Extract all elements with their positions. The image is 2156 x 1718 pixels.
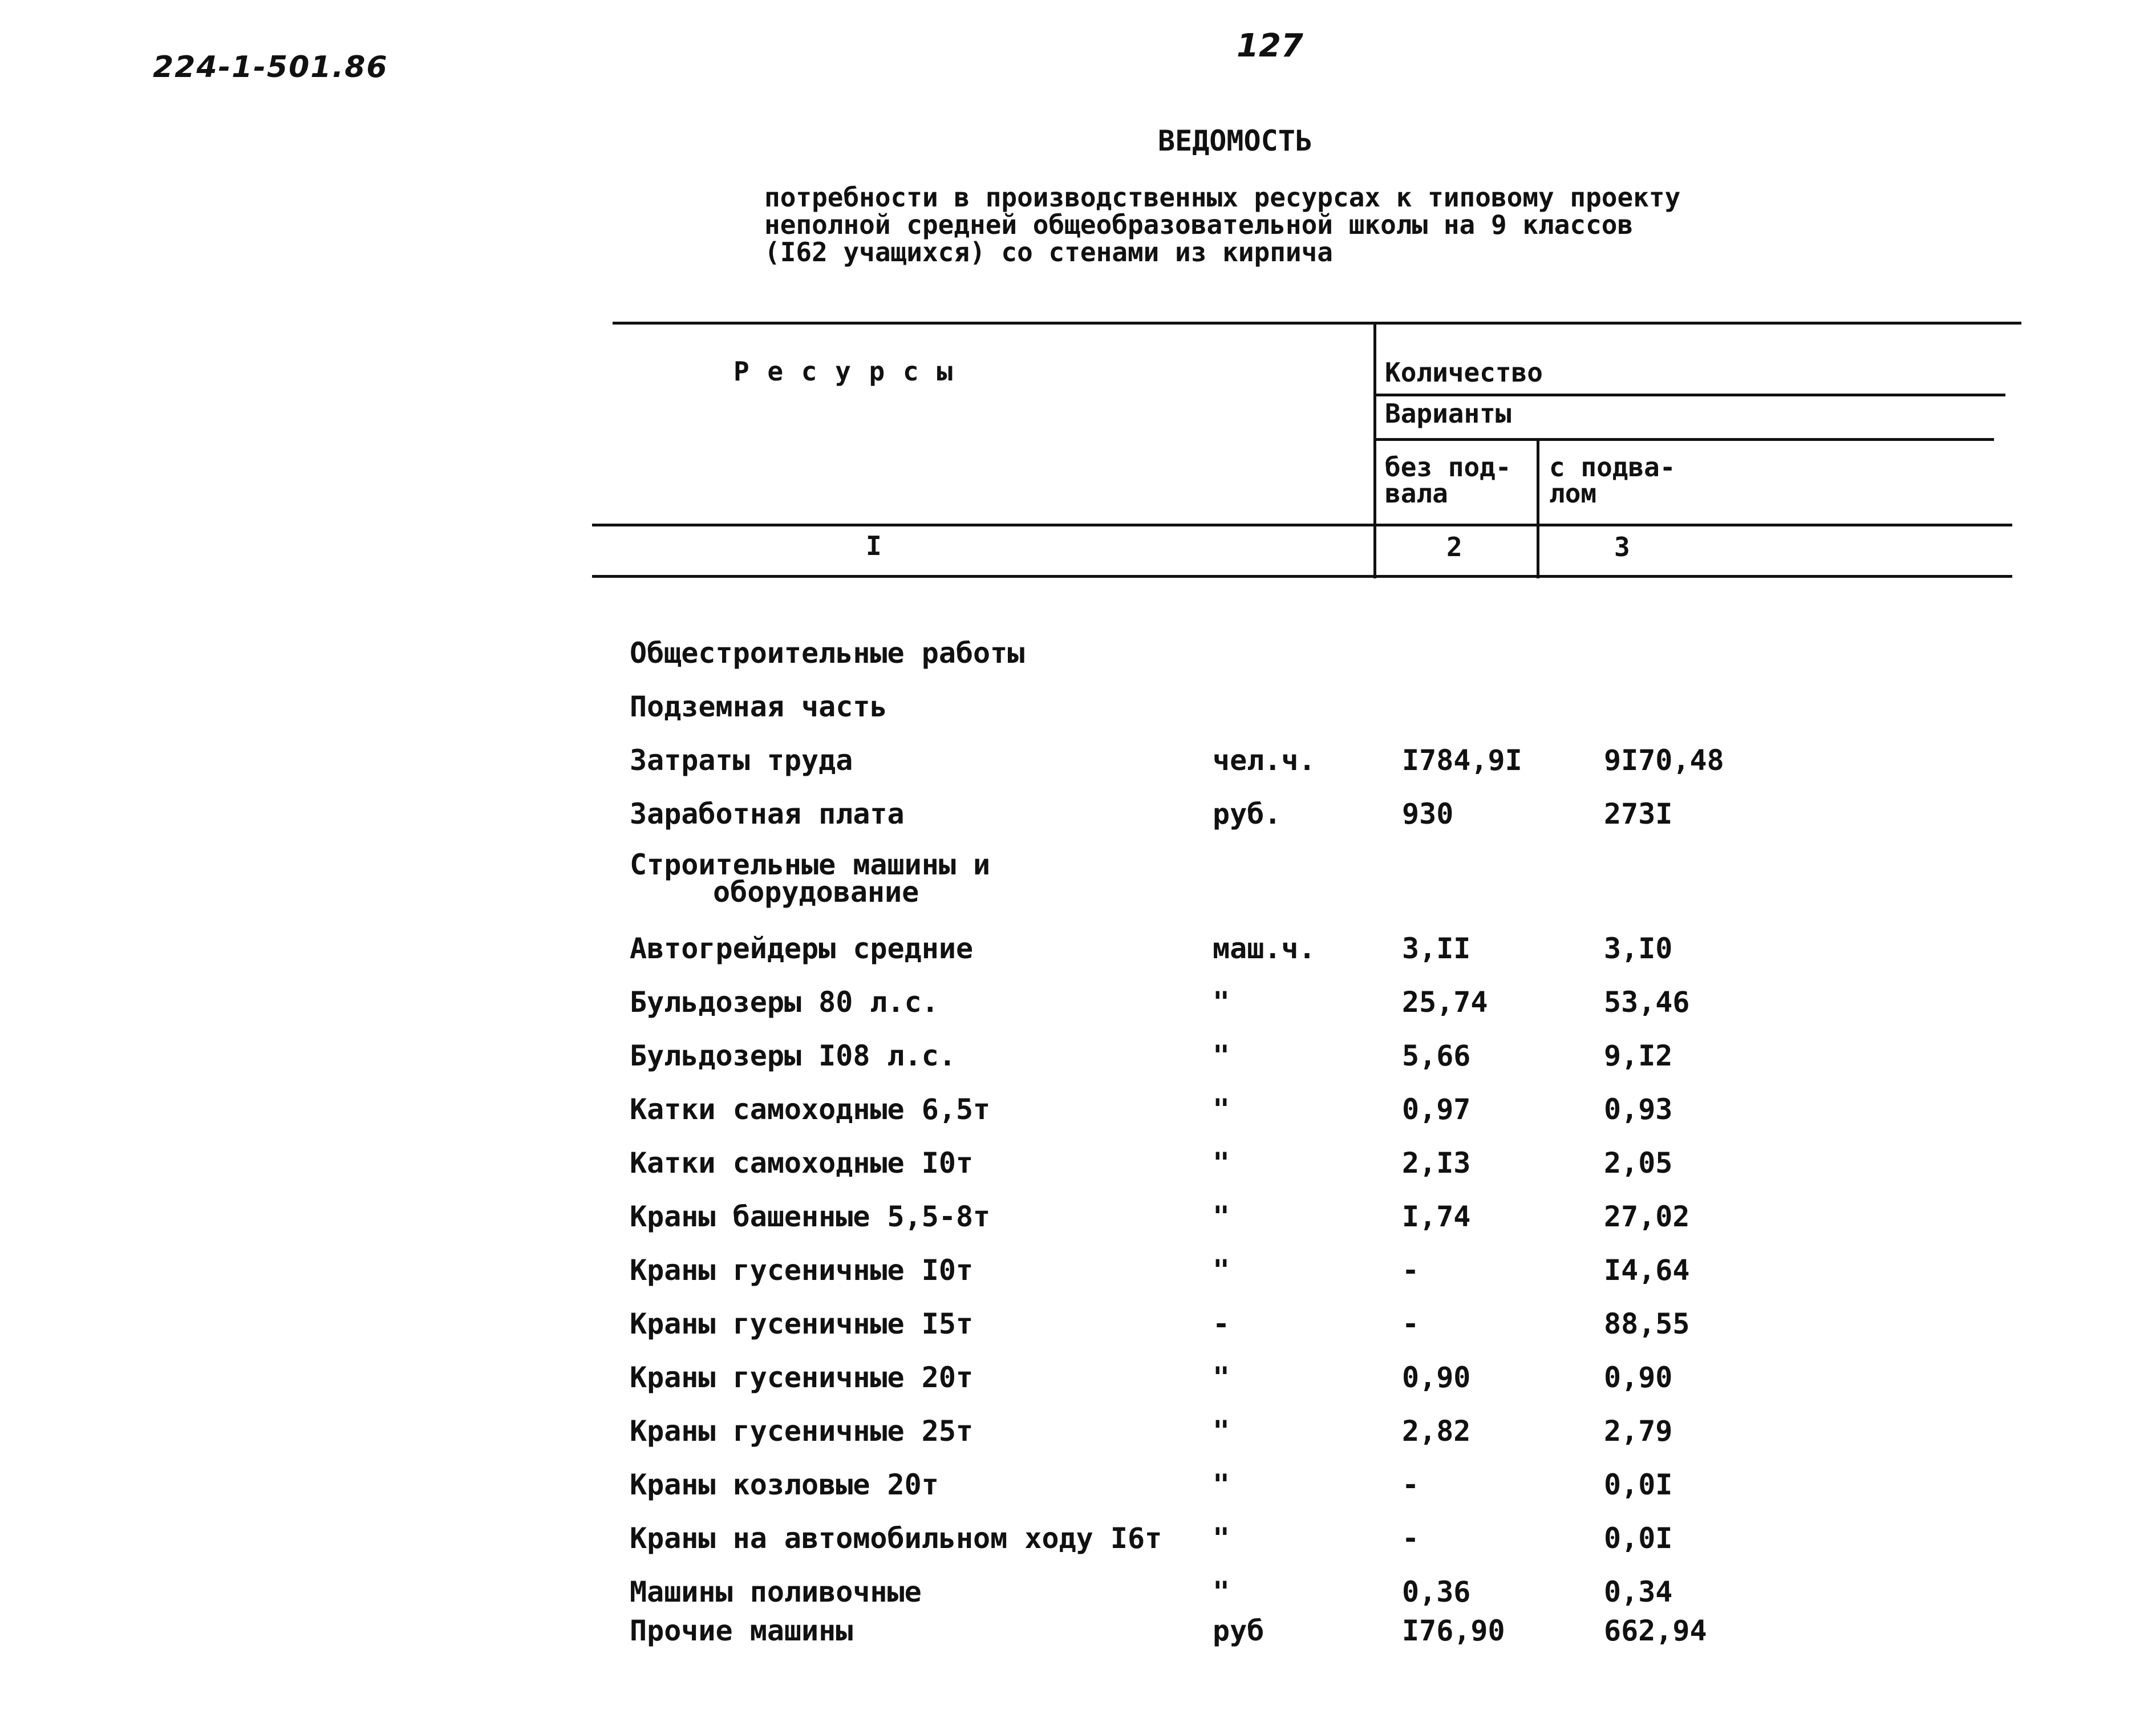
value-no-basement: 25,74 xyxy=(1402,986,1488,1019)
resource-name: Машины поливочные xyxy=(630,1575,922,1608)
table-row xyxy=(0,1093,2156,1133)
value-no-basement: 930 xyxy=(1402,797,1454,830)
resource-name: Краны гусеничные 20т xyxy=(630,1361,974,1394)
resource-name: Бульдозеры I08 л.с. xyxy=(630,1039,956,1072)
value-no-basement: I,74 xyxy=(1402,1200,1471,1233)
resource-name: Заработная плата xyxy=(630,797,905,830)
no-basement-header-line: вала xyxy=(1385,478,1448,509)
resource-name: Подземная часть xyxy=(630,690,887,723)
resource-unit: " xyxy=(1213,1468,1230,1501)
quantity-header: Количество xyxy=(1385,357,1543,388)
resource-unit: чел.ч. xyxy=(1213,744,1316,777)
resource-name: Бульдозеры 80 л.с. xyxy=(630,986,939,1019)
resource-name: Краны козловые 20т xyxy=(630,1468,939,1501)
value-no-basement: - xyxy=(1402,1307,1420,1340)
resource-name: Общестроительные работы xyxy=(630,637,1025,670)
quantity-rule xyxy=(1375,394,2005,396)
with-basement-header xyxy=(1549,454,1676,507)
document-code: 224-1-501.86 xyxy=(153,50,388,84)
resource-name: Краны гусеничные I5т xyxy=(630,1307,974,1340)
value-with-basement: 0,34 xyxy=(1604,1575,1673,1608)
table-row xyxy=(0,690,2156,730)
resource-name: Краны гусеничные 25т xyxy=(630,1415,974,1448)
resource-unit: " xyxy=(1213,1200,1230,1233)
value-no-basement: 3,II xyxy=(1402,932,1471,965)
value-with-basement: 0,0I xyxy=(1604,1522,1673,1555)
table-row xyxy=(0,1307,2156,1347)
resource-name: Катки самоходные 6,5т xyxy=(630,1093,991,1126)
column-number-1: I xyxy=(866,530,882,561)
resource-unit: " xyxy=(1213,1093,1230,1126)
value-with-basement: 3,I0 xyxy=(1604,932,1673,965)
value-with-basement: 27,02 xyxy=(1604,1200,1690,1233)
no-basement-header xyxy=(1385,454,1511,507)
table-row xyxy=(0,932,2156,972)
value-with-basement: 662,94 xyxy=(1604,1614,1707,1647)
resource-unit: руб xyxy=(1213,1614,1265,1647)
document-title: ВЕДОМОСТЬ xyxy=(1158,124,1312,157)
resource-unit: " xyxy=(1213,986,1230,1019)
table-row xyxy=(0,1146,2156,1186)
document-subtitle xyxy=(764,184,1680,266)
no-basement-header-line: без под- xyxy=(1385,452,1511,483)
variants-header: Варианты xyxy=(1385,398,1511,429)
table-row xyxy=(0,1039,2156,1079)
column-number-2: 2 xyxy=(1446,532,1462,562)
resource-name: Затраты труда xyxy=(630,744,853,777)
table-row xyxy=(0,848,2156,914)
table-row xyxy=(0,1254,2156,1294)
table-top-rule xyxy=(613,322,2021,325)
table-row xyxy=(0,1361,2156,1401)
value-with-basement: 2,05 xyxy=(1604,1146,1673,1180)
column-divider-2 xyxy=(1537,439,1539,578)
table-row xyxy=(0,637,2156,676)
value-with-basement: 273I xyxy=(1604,797,1673,830)
resource-name-line: Строительные машины и xyxy=(630,848,991,881)
resource-unit: " xyxy=(1213,1522,1230,1555)
resource-name: Прочие машины xyxy=(630,1614,853,1647)
table-row xyxy=(0,797,2156,837)
resource-unit: - xyxy=(1213,1307,1230,1340)
resource-unit: руб. xyxy=(1213,797,1282,830)
table-row xyxy=(0,1415,2156,1454)
table-row xyxy=(0,1522,2156,1562)
resource-unit: " xyxy=(1213,1575,1230,1608)
value-with-basement: 2,79 xyxy=(1604,1415,1673,1448)
value-no-basement: I784,9I xyxy=(1402,744,1522,777)
value-with-basement: 0,93 xyxy=(1604,1093,1673,1126)
resource-unit: " xyxy=(1213,1146,1230,1180)
value-with-basement: 0,0I xyxy=(1604,1468,1673,1501)
value-no-basement: 2,82 xyxy=(1402,1415,1471,1448)
value-with-basement: 0,90 xyxy=(1604,1361,1673,1394)
resource-unit: " xyxy=(1213,1254,1230,1287)
subtitle-line: (I62 учащихся) со стенами из кирпича xyxy=(764,237,1333,268)
value-no-basement: - xyxy=(1402,1254,1420,1287)
variants-rule xyxy=(1375,438,1994,441)
resource-name: Катки самоходные I0т xyxy=(630,1146,974,1180)
resource-unit: маш.ч. xyxy=(1213,932,1316,965)
resource-name: Краны гусеничные I0т xyxy=(630,1254,974,1287)
resource-unit: " xyxy=(1213,1415,1230,1448)
resource-unit: " xyxy=(1213,1361,1230,1394)
resource-name: Краны башенные 5,5-8т xyxy=(630,1200,991,1233)
value-no-basement: 5,66 xyxy=(1402,1039,1471,1072)
value-no-basement: - xyxy=(1402,1522,1420,1555)
value-no-basement: 2,I3 xyxy=(1402,1146,1471,1180)
with-basement-header-line: лом xyxy=(1549,478,1597,509)
column-number-3: 3 xyxy=(1614,532,1630,562)
column-number-rule xyxy=(592,575,2012,578)
resource-name xyxy=(630,848,991,909)
value-with-basement: 9I70,48 xyxy=(1604,744,1724,777)
value-with-basement: 53,46 xyxy=(1604,986,1690,1019)
subtitle-line: неполной средней общеобразовательной школы на 9 классов xyxy=(764,209,1634,240)
resource-unit: " xyxy=(1213,1039,1230,1072)
value-no-basement: 0,36 xyxy=(1402,1575,1471,1608)
table-row xyxy=(0,986,2156,1026)
resources-header: Р е с у р с ы xyxy=(733,356,954,387)
table-row xyxy=(0,744,2156,784)
value-no-basement: - xyxy=(1402,1468,1420,1501)
value-with-basement: 88,55 xyxy=(1604,1307,1690,1340)
resource-name: Автогрейдеры средние xyxy=(630,932,974,965)
resource-name-line: оборудование xyxy=(713,876,919,909)
subtitle-line: потребности в производственных ресурсах к типовому проекту xyxy=(764,182,1681,213)
value-with-basement: I4,64 xyxy=(1604,1254,1690,1287)
header-bottom-rule xyxy=(592,524,2012,526)
page-number: 127 xyxy=(1237,27,1303,64)
resource-name: Краны на автомобильном ходу I6т xyxy=(630,1522,1162,1555)
table-row xyxy=(0,1575,2156,1615)
value-no-basement: I76,90 xyxy=(1402,1614,1505,1647)
table-row xyxy=(0,1614,2156,1654)
with-basement-header-line: с подва- xyxy=(1549,452,1676,483)
table-row xyxy=(0,1468,2156,1508)
value-no-basement: 0,90 xyxy=(1402,1361,1471,1394)
value-with-basement: 9,I2 xyxy=(1604,1039,1673,1072)
column-divider-1 xyxy=(1373,322,1376,578)
value-no-basement: 0,97 xyxy=(1402,1093,1471,1126)
table-row xyxy=(0,1200,2156,1240)
